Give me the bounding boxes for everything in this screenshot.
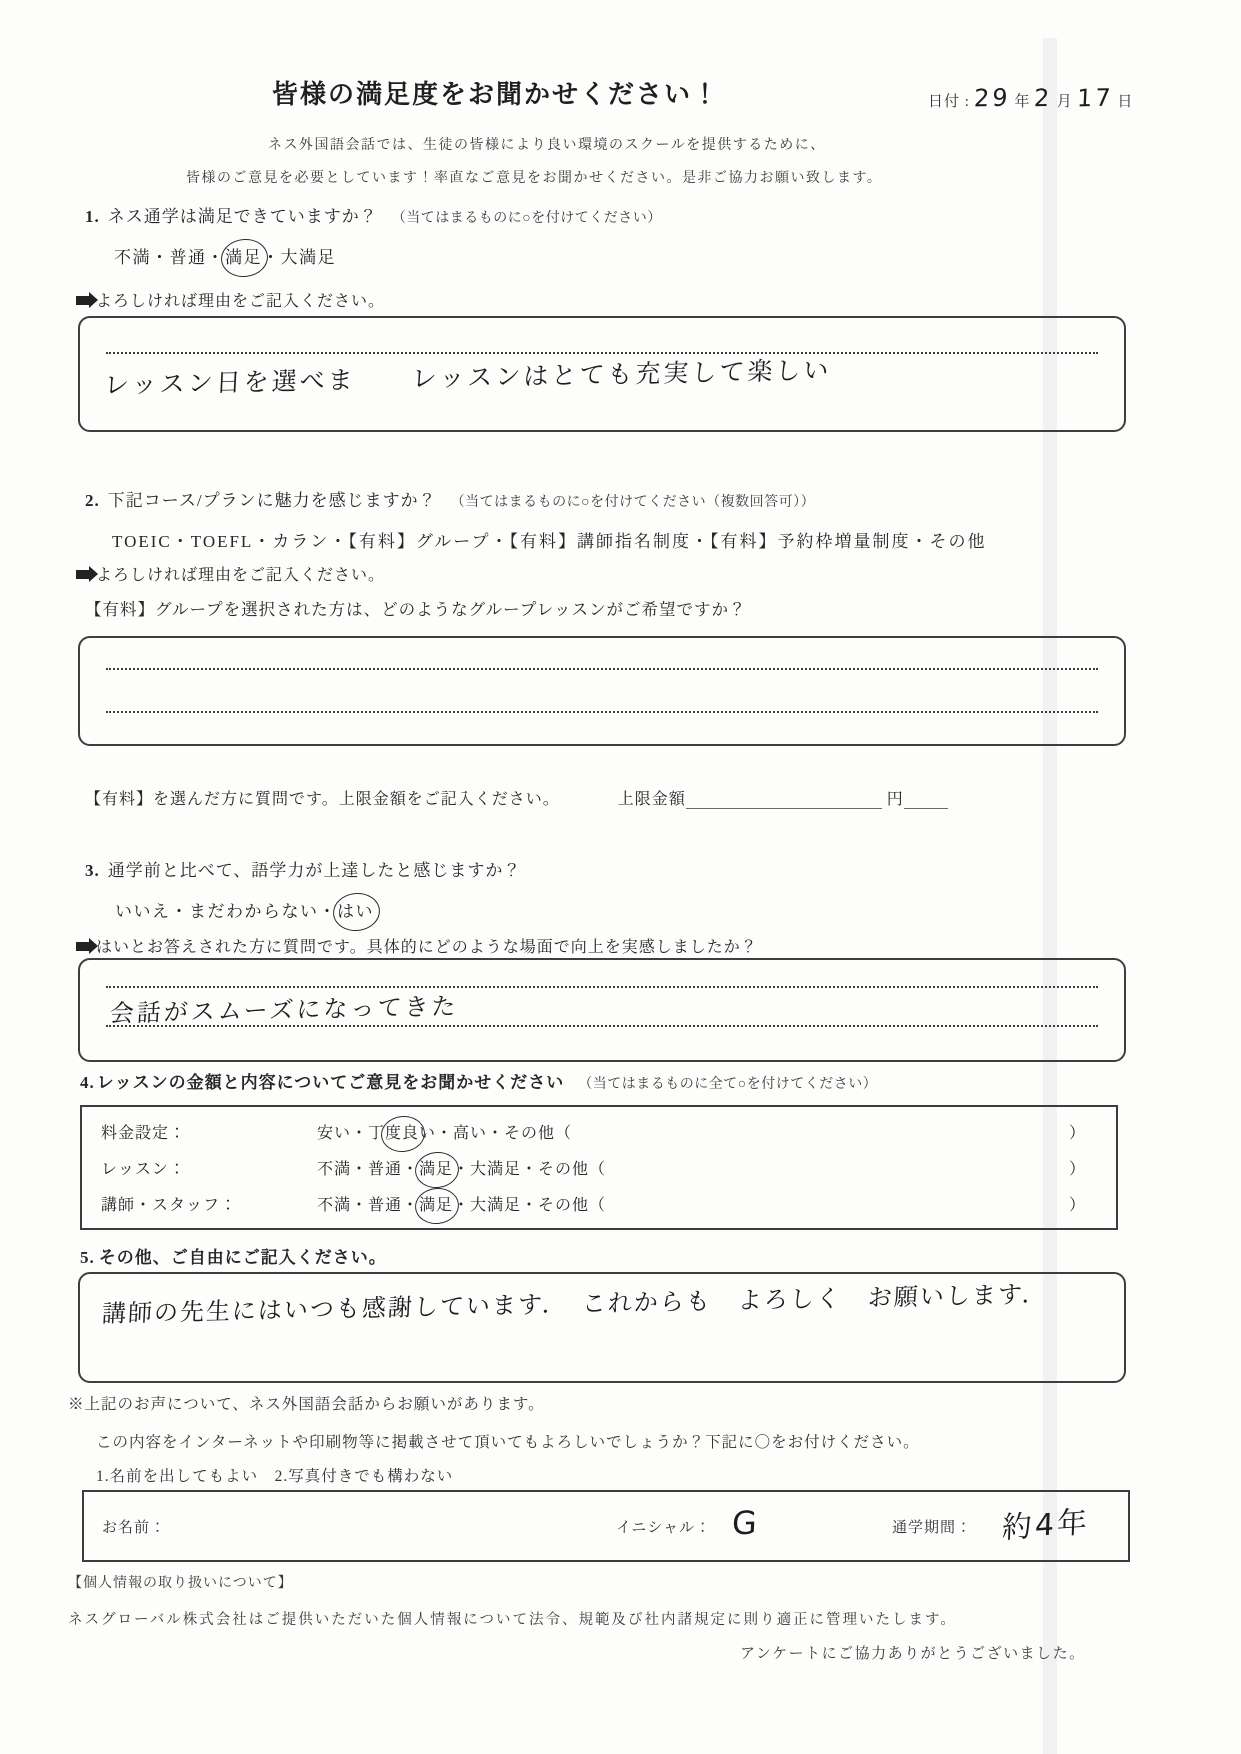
name-label: お名前： xyxy=(102,1520,167,1536)
q4-close-paren: ） xyxy=(1068,1197,1086,1214)
thanks-message: アンケートにご協力ありがとうございました。 xyxy=(740,1646,1086,1662)
q4-ratings-table xyxy=(80,1105,1118,1230)
q3-number: 3. xyxy=(85,861,100,880)
publication-note: ※上記のお声について、ネス外国語会話からお願いがあります。 xyxy=(68,1396,545,1413)
dotted-writing-line xyxy=(106,352,1098,354)
q2-yen-label: 円 xyxy=(886,791,904,808)
q3-question-line xyxy=(85,860,521,883)
q5-number: 5. xyxy=(80,1248,95,1267)
q4-close-paren: ） xyxy=(1068,1125,1086,1142)
q2-limit-label: 上限金額 xyxy=(617,791,686,808)
q3-followup: はいとお答えされた方に質問です。具体的にどのような場面で向上を実感しましたか？ xyxy=(96,939,758,956)
q3-answer-box xyxy=(78,958,1126,1062)
q5-answer-box xyxy=(78,1272,1126,1383)
q4-number: 4. xyxy=(80,1073,95,1092)
initial-label: イニシャル： xyxy=(616,1520,712,1536)
q2-yen-blank xyxy=(904,790,948,809)
q1-followup: よろしければ理由をご記入ください。 xyxy=(96,293,386,310)
q3-options-prefix: いいえ・まだわからない・ xyxy=(115,902,337,921)
q3-question: 通学前と比べて、語学力が上達したと感じますか？ xyxy=(107,861,522,880)
q4-row-pricing xyxy=(82,1120,1116,1143)
q4-options-prefix: 不満・普通・ xyxy=(317,1197,420,1214)
q2-question-line xyxy=(85,490,815,513)
q4-row-options xyxy=(317,1156,1069,1179)
q2-followup: よろしければ理由をご記入ください。 xyxy=(96,567,386,584)
arrow-icon xyxy=(76,570,89,579)
q4-row-options xyxy=(317,1120,1069,1143)
q2-hint: （当てはまるものに○を付けてください（複数回答可）） xyxy=(450,495,816,510)
date-day-value: 17 xyxy=(1076,83,1115,113)
period-label: 通学期間： xyxy=(892,1520,973,1536)
q1-answer-handwriting: レッスン日を選べま レッスンはとても充実して楽しい xyxy=(103,355,833,400)
q5-question: その他、ご自由にご記入ください。 xyxy=(98,1248,387,1267)
q5-answer-handwriting: 講師の先生にはいつも感謝しています． これからも よろしく お願いします． xyxy=(101,1280,1049,1328)
q2-paid-question-line xyxy=(85,786,948,809)
q4-close-paren: ） xyxy=(1068,1161,1086,1178)
dotted-writing-line xyxy=(106,668,1098,670)
q2-paid-question: 【有料】を選んだ方に質問です。上限金額をご記入ください。 xyxy=(85,791,560,808)
intro-line-1: ネス外国語会話では、生徒の皆様により良い環境のスクールを提供するために、 xyxy=(268,138,826,153)
q4-row-label: 講師・スタッフ： xyxy=(101,1197,238,1214)
q2-followup-line xyxy=(76,562,385,585)
arrow-icon xyxy=(76,296,89,305)
date-field xyxy=(928,84,1133,112)
q1-answer-box xyxy=(78,316,1126,432)
dotted-writing-line xyxy=(106,711,1098,713)
q3-selected-option: はい xyxy=(337,897,374,922)
q1-options-prefix: 不満・普通・ xyxy=(114,248,225,267)
q2-limit-blank xyxy=(686,790,882,809)
q1-hint: （当てはまるものに○を付けてください） xyxy=(391,211,662,226)
q4-hint: （当てはまるものに全て○を付けてください） xyxy=(578,1077,878,1092)
date-label: 日付 : xyxy=(928,94,970,110)
q4-options-suffix: ・大満足・その他（ xyxy=(453,1161,607,1178)
name-box xyxy=(82,1490,1130,1562)
q2-number: 2. xyxy=(85,491,100,510)
q2-question: 下記コース/プランに魅力を感じますか？ xyxy=(107,491,437,510)
date-month-suffix: 月 xyxy=(1056,94,1073,110)
privacy-text: ネスグローバル株式会社はご提供いただいた個人情報について法令、規範及び社内諸規定に則り適正に管理いたします。 xyxy=(68,1612,957,1628)
q1-question: ネス通学は満足できていますか？ xyxy=(107,207,378,226)
intro-line-2: 皆様のご意見を必要としています！率直なご意見をお聞かせください。是非ご協力お願い致します。 xyxy=(186,171,883,186)
q2-answer-box xyxy=(78,636,1126,746)
q1-question-line xyxy=(85,206,662,229)
initial-value-handwriting: G xyxy=(731,1503,761,1543)
date-month-value: 2 xyxy=(1033,83,1054,113)
q2-options: TOEIC・TOEFL・カラン・【有料】グループ・【有料】講師指名制度・【有料】予約枠増量制度・その他 xyxy=(112,532,987,551)
q4-row-label: 料金設定： xyxy=(101,1125,187,1142)
q3-options xyxy=(115,897,374,922)
q4-row-staff xyxy=(82,1192,1116,1215)
q4-options-suffix: ・大満足・その他（ xyxy=(453,1197,607,1214)
q4-row-label: レッスン： xyxy=(101,1161,186,1178)
q1-options xyxy=(114,243,336,268)
permission-question: この内容をインターネットや印刷物等に掲載させて頂いてもよろしいでしょうか？下記に〇をお付けください。 xyxy=(96,1434,920,1451)
q4-selected-option: 満足 xyxy=(419,1156,453,1179)
page-title: 皆様の満足度をお聞かせください！ xyxy=(272,80,721,109)
date-year-value: 29 xyxy=(973,83,1012,113)
q4-row-lesson xyxy=(82,1156,1116,1179)
q1-selected-option: 満足 xyxy=(225,243,262,268)
q4-question: レッスンの金額と内容についてご意見をお聞かせください xyxy=(96,1073,565,1092)
q3-answer-handwriting: 会話がスムーズになってきた xyxy=(109,992,460,1028)
q2-group-question: 【有料】グループを選択された方は、どのようなグループレッスンがご希望ですか？ xyxy=(85,600,747,619)
q1-options-suffix: ・大満足 xyxy=(262,248,336,267)
q4-options-prefix: 安い・丁 xyxy=(317,1125,386,1142)
date-year-suffix: 年 xyxy=(1014,94,1031,110)
q4-options-prefix: 不満・普通・ xyxy=(317,1161,420,1178)
dotted-writing-line xyxy=(106,986,1098,988)
privacy-title: 【個人情報の取り扱いについて】 xyxy=(68,1576,293,1591)
q4-options-suffix: い・高い・その他（ xyxy=(419,1125,573,1142)
q1-number: 1. xyxy=(85,207,100,226)
q3-followup-line xyxy=(76,934,758,957)
q5-question-line xyxy=(80,1247,387,1270)
permission-options: 1.名前を出してもよい 2.写真付きでも構わない xyxy=(96,1468,454,1485)
q4-row-options xyxy=(317,1192,1069,1215)
period-value-handwriting: 約4年 xyxy=(1001,1504,1091,1547)
q4-selected-option: 度良 xyxy=(385,1120,419,1143)
q4-selected-option: 満足 xyxy=(419,1192,453,1215)
date-day-suffix: 日 xyxy=(1117,94,1134,110)
q4-question-line xyxy=(80,1072,877,1095)
q1-followup-line xyxy=(76,288,385,311)
arrow-icon xyxy=(76,942,89,951)
